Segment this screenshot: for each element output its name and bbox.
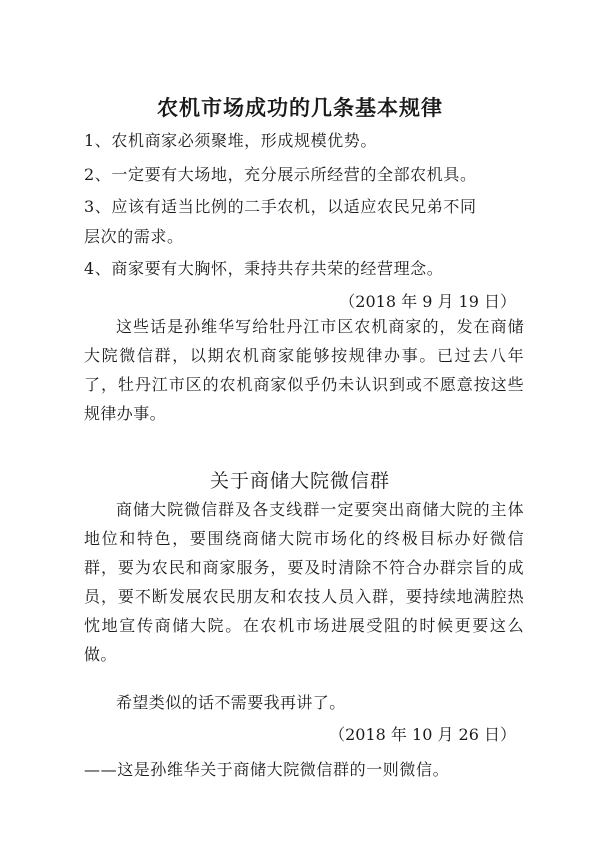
rule-item-3: 3、应该有适当比例的二手农机，以适应农民兄弟不同 (84, 197, 477, 216)
section2-title: 关于商储大院微信群 (209, 470, 390, 492)
rule-item-3-continued: 层次的需求。 (84, 227, 184, 246)
section2-body: 商储大院微信群及各支线群一定要突出商储大院的主体地位和特色，要围绕商储大院市场化的终极目标办好微信群，要为农民和商家服务，要及时清除不符合办群宗旨的成员，要不断发展农民朋友和农技人员入群，要持续地满腔热忱地宣传商储大院。在农机市场进展受阻的时候更要这么做。 (84, 500, 524, 664)
rule-item-4: 4、商家要有大胸怀，秉持共存共荣的经营理念。 (84, 259, 444, 278)
section1-note: 这些话是孙维华写给牡丹江市区农机商家的，发在商储大院微信群，以期农机商家能够按规律办事。已过去八年了，牡丹江市区的农机商家似乎仍未认识到或不愿意按这些规律办事。 (84, 317, 524, 423)
rule-item-1: 1、农机商家必须聚堆，形成规模优势。 (84, 131, 377, 150)
section2-signoff: ——这是孙维华关于商储大院微信群的一则微信。 (84, 760, 450, 779)
rule-item-2: 2、一定要有大场地，充分展示所经营的全部农机具。 (84, 165, 477, 184)
section1-title: 农机市场成功的几条基本规律 (157, 95, 443, 120)
section2-closing: 希望类似的话不需要我再讲了。 (116, 693, 346, 712)
section2-date: （2018 年 10 月 26 日） (329, 725, 516, 744)
section1-date: （2018 年 9 月 19 日） (339, 292, 516, 311)
